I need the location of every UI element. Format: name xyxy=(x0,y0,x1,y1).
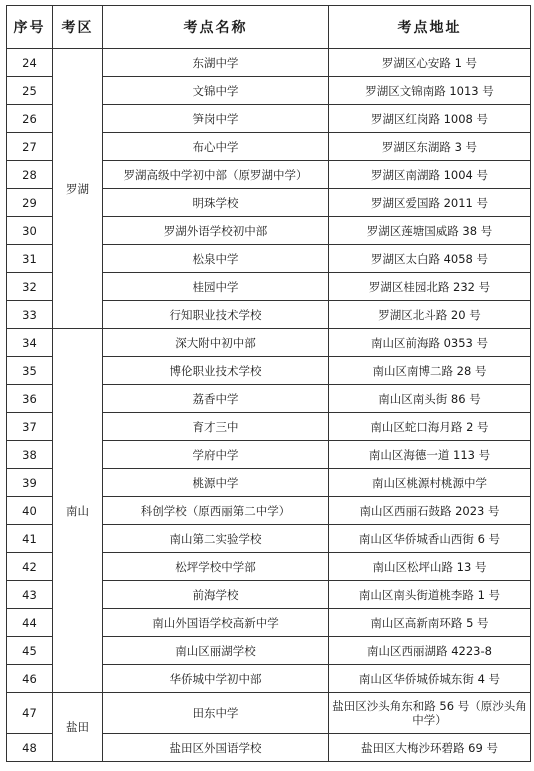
site-address: 罗湖区爱国路 2011 号 xyxy=(329,189,531,217)
row-no: 32 xyxy=(7,273,53,301)
row-no: 34 xyxy=(7,329,53,357)
site-name: 博伦职业技术学校 xyxy=(103,357,329,385)
site-address: 盐田区沙头角东和路 56 号（原沙头角中学） xyxy=(329,693,531,734)
site-name: 南山区丽湖学校 xyxy=(103,637,329,665)
site-name: 笋岗中学 xyxy=(103,105,329,133)
row-no: 39 xyxy=(7,469,53,497)
row-no: 48 xyxy=(7,734,53,762)
site-name: 松坪学校中学部 xyxy=(103,553,329,581)
row-no: 26 xyxy=(7,105,53,133)
site-name: 田东中学 xyxy=(103,693,329,734)
row-no: 47 xyxy=(7,693,53,734)
table-row xyxy=(7,49,531,77)
site-name: 布心中学 xyxy=(103,133,329,161)
row-no: 27 xyxy=(7,133,53,161)
district-cell: 南山 xyxy=(53,329,103,693)
site-name: 深大附中初中部 xyxy=(103,329,329,357)
exam-site-table xyxy=(6,5,531,762)
site-name: 明珠学校 xyxy=(103,189,329,217)
row-no: 31 xyxy=(7,245,53,273)
header-no: 序号 xyxy=(7,6,53,49)
site-name: 文锦中学 xyxy=(103,77,329,105)
header-name: 考点名称 xyxy=(103,6,329,49)
site-name: 育才三中 xyxy=(103,413,329,441)
row-no: 38 xyxy=(7,441,53,469)
site-address: 南山区华侨城香山西街 6 号 xyxy=(329,525,531,553)
site-name: 盐田区外国语学校 xyxy=(103,734,329,762)
site-address: 罗湖区北斗路 20 号 xyxy=(329,301,531,329)
site-address: 罗湖区文锦南路 1013 号 xyxy=(329,77,531,105)
row-no: 44 xyxy=(7,609,53,637)
row-no: 35 xyxy=(7,357,53,385)
site-name: 东湖中学 xyxy=(103,49,329,77)
site-address: 南山区前海路 0353 号 xyxy=(329,329,531,357)
row-no: 29 xyxy=(7,189,53,217)
site-name: 荔香中学 xyxy=(103,385,329,413)
site-address: 南山区华侨城侨城东街 4 号 xyxy=(329,665,531,693)
site-address: 罗湖区南湖路 1004 号 xyxy=(329,161,531,189)
row-no: 45 xyxy=(7,637,53,665)
site-address: 罗湖区桂园北路 232 号 xyxy=(329,273,531,301)
district-cell: 罗湖 xyxy=(53,49,103,329)
site-address: 南山区松坪山路 13 号 xyxy=(329,553,531,581)
site-address: 罗湖区东湖路 3 号 xyxy=(329,133,531,161)
row-no: 40 xyxy=(7,497,53,525)
site-name: 松泉中学 xyxy=(103,245,329,273)
site-address: 南山区南头街 86 号 xyxy=(329,385,531,413)
site-name: 罗湖高级中学初中部（原罗湖中学） xyxy=(103,161,329,189)
row-no: 25 xyxy=(7,77,53,105)
site-address: 南山区南博二路 28 号 xyxy=(329,357,531,385)
site-address: 南山区西丽石鼓路 2023 号 xyxy=(329,497,531,525)
site-name: 科创学校（原西丽第二中学） xyxy=(103,497,329,525)
row-no: 28 xyxy=(7,161,53,189)
header-district: 考区 xyxy=(53,6,103,49)
table-header-row xyxy=(7,6,531,49)
row-no: 37 xyxy=(7,413,53,441)
site-address: 南山区南头街道桃李路 1 号 xyxy=(329,581,531,609)
site-address: 罗湖区红岗路 1008 号 xyxy=(329,105,531,133)
site-name: 前海学校 xyxy=(103,581,329,609)
district-cell: 盐田 xyxy=(53,693,103,762)
site-name: 华侨城中学初中部 xyxy=(103,665,329,693)
site-address: 南山区桃源村桃源中学 xyxy=(329,469,531,497)
row-no: 33 xyxy=(7,301,53,329)
row-no: 41 xyxy=(7,525,53,553)
site-address: 罗湖区心安路 1 号 xyxy=(329,49,531,77)
site-address: 南山区蛇口海月路 2 号 xyxy=(329,413,531,441)
header-address: 考点地址 xyxy=(329,6,531,49)
site-address: 南山区西丽湖路 4223-8 xyxy=(329,637,531,665)
site-name: 罗湖外语学校初中部 xyxy=(103,217,329,245)
site-name: 南山第二实验学校 xyxy=(103,525,329,553)
row-no: 30 xyxy=(7,217,53,245)
site-address: 南山区高新南环路 5 号 xyxy=(329,609,531,637)
site-name: 南山外国语学校高新中学 xyxy=(103,609,329,637)
table-body xyxy=(7,49,531,762)
site-name: 桂园中学 xyxy=(103,273,329,301)
row-no: 36 xyxy=(7,385,53,413)
site-address: 南山区海德一道 113 号 xyxy=(329,441,531,469)
site-address: 罗湖区莲塘国威路 38 号 xyxy=(329,217,531,245)
site-name: 桃源中学 xyxy=(103,469,329,497)
table-row xyxy=(7,693,531,734)
row-no: 24 xyxy=(7,49,53,77)
row-no: 46 xyxy=(7,665,53,693)
row-no: 42 xyxy=(7,553,53,581)
row-no: 43 xyxy=(7,581,53,609)
site-name: 行知职业技术学校 xyxy=(103,301,329,329)
site-address: 罗湖区太白路 4058 号 xyxy=(329,245,531,273)
site-address: 盐田区大梅沙环碧路 69 号 xyxy=(329,734,531,762)
site-name: 学府中学 xyxy=(103,441,329,469)
table-row xyxy=(7,329,531,357)
